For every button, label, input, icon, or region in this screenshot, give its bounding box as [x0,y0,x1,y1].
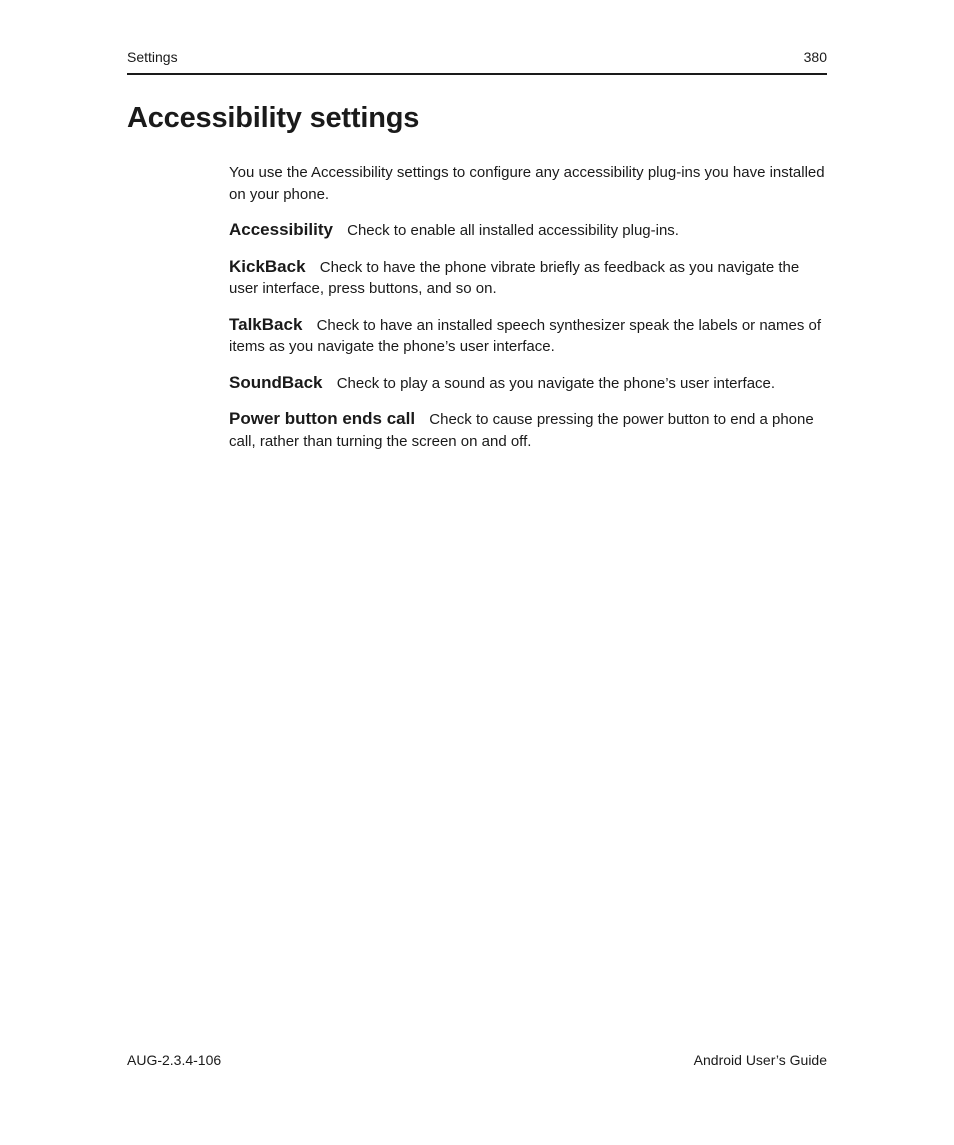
setting-term: Accessibility [229,220,333,239]
setting-term: Power button ends call [229,409,416,428]
footer-guide-name: Android User’s Guide [693,1052,827,1068]
setting-term: KickBack [229,256,306,276]
setting-item-soundback [229,372,827,395]
page-number: 380 [803,49,827,65]
page-title: Accessibility settings [127,102,420,134]
intro-paragraph: You use the Accessibility settings to configure any accessibility plug-ins you have installed on your phone. [229,164,825,203]
setting-item-accessibility [229,219,827,242]
setting-description: Check to cause pressing the power button to end a phone call, rather than turning the screen on and off. [229,411,814,450]
setting-item-power-button-ends-call [229,408,827,452]
header-section-name: Settings [127,49,178,65]
setting-term: TalkBack [229,314,303,334]
setting-description: Check to play a sound as you navigate the phone’s user interface. [336,374,776,392]
setting-item-talkback [229,314,827,358]
setting-description: Check to enable all installed accessibility plug-ins. [347,222,679,239]
setting-description: Check to have an installed speech synthesizer speak the labels or names of items as you navigate the phone’s user interface. [229,316,822,355]
setting-description: Check to have the phone vibrate briefly as feedback as you navigate the user interface, press buttons, and so on. [229,258,800,297]
page-header [127,48,827,75]
body-content [229,162,827,466]
setting-term: SoundBack [229,372,323,392]
setting-item-kickback [229,256,827,300]
footer-doc-id: AUG-2.3.4-106 [127,1052,222,1068]
